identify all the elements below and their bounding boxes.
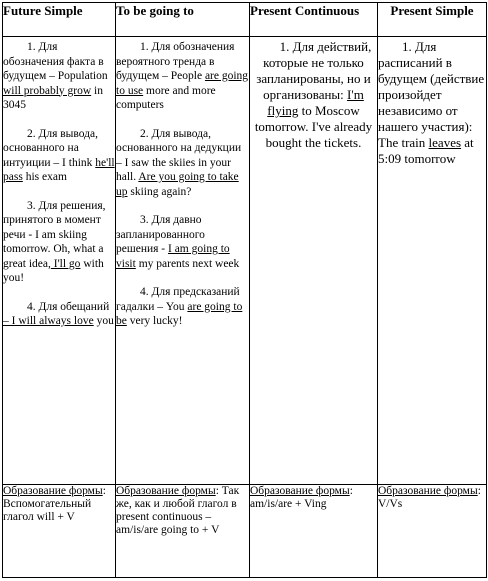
- usage-text: more and more computers: [116, 84, 216, 111]
- formation-text: : Вспомогательный глагол will + V: [3, 485, 106, 523]
- usage-text: his exam: [22, 171, 67, 183]
- usage-text: 3. Для давно запланированного решения -: [116, 214, 205, 255]
- formation-row: [3, 485, 487, 578]
- usage-text: at 5:09 tomorrow: [378, 135, 474, 166]
- usage-text: skiing again?: [127, 185, 192, 198]
- present-continuous-formation: [250, 485, 378, 578]
- usage-paragraph: [116, 213, 249, 271]
- usage-text: my parents next week: [135, 257, 240, 270]
- usage-text: 1. Для расписаний в будущем (действие произойдет независимо от нашего участия): The train: [378, 39, 485, 150]
- header-row: [3, 3, 487, 37]
- example-underlined: – I will always love: [3, 315, 94, 327]
- formation-label: Образование формы: [250, 485, 350, 497]
- usage-paragraph: [250, 39, 377, 151]
- usage-text: 1. Для обозначения вероятного тренда в будущем – People: [116, 41, 235, 82]
- formation-text: : V/Vs: [378, 485, 481, 510]
- usage-text: to Moscow tomorrow. I've already bought the tickets.: [254, 103, 373, 150]
- example-underlined: I am going to visit: [116, 243, 230, 270]
- formation-text: : Так же, как и любой глагол в present continuous – am/is/are going to + V: [116, 485, 240, 536]
- usage-text: very lucky!: [126, 315, 183, 327]
- example-underlined: will probably grow: [3, 84, 92, 97]
- usage-paragraph: [378, 39, 486, 167]
- header-to-be-going-to: To be going to: [116, 3, 250, 37]
- usage-text: 2. Для вывода, основанного на дедукции – I saw the skiies in your hall.: [116, 127, 242, 183]
- tenses-table: [2, 2, 487, 578]
- usage-text: in 3045: [3, 84, 103, 111]
- usage-paragraph: [116, 285, 249, 329]
- header-future-simple: Future Simple: [3, 3, 116, 37]
- present-simple-formation: [378, 485, 487, 578]
- usage-text: 4. Для предсказаний гадалки – You: [116, 286, 240, 313]
- formation-label: Образование формы: [116, 485, 216, 497]
- formation-label: Образование формы: [3, 485, 103, 497]
- present-simple-usages: [378, 37, 487, 485]
- usage-text: 4. Для обещаний: [27, 300, 110, 313]
- example-underlined: I'll go: [50, 257, 81, 270]
- usage-paragraph: [3, 127, 115, 185]
- usage-paragraph: [3, 199, 115, 286]
- usage-row: [3, 37, 487, 485]
- usage-text: 1. Для действий, которые не только запланированы, но и организованы:: [256, 39, 372, 102]
- going-to-formation: [116, 485, 250, 578]
- present-continuous-usages: [250, 37, 378, 485]
- header-present-simple: Present Simple: [378, 3, 487, 37]
- future-simple-formation: [3, 485, 116, 578]
- formation-text: : am/is/are + Ving: [250, 485, 353, 510]
- example-underlined: leaves: [428, 135, 462, 150]
- usage-text: 1. Для обозначения факта в будущем – Population: [3, 41, 108, 82]
- going-to-usages: [116, 37, 250, 485]
- formation-label: Образование формы: [378, 485, 478, 497]
- usage-text: you: [93, 315, 114, 327]
- example-underlined: he'll pass: [3, 156, 115, 183]
- usage-paragraph: [116, 127, 249, 200]
- header-present-continuous: Present Continuous: [250, 3, 378, 37]
- usage-text: 3. Для решения, принятого в момент речи - I am skiing tomorrow. Oh, what a great idea,: [3, 199, 106, 270]
- usage-paragraph: [3, 40, 115, 113]
- usage-paragraph: [3, 300, 115, 329]
- usage-text: with you!: [3, 257, 104, 284]
- future-simple-usages: [3, 37, 116, 485]
- example-underlined: Are you going to take up: [116, 171, 239, 198]
- example-underlined: I'm flying: [267, 87, 364, 118]
- usage-paragraph: [116, 40, 249, 113]
- example-underlined: are going to be: [116, 300, 243, 327]
- example-underlined: are going to use: [116, 70, 249, 97]
- usage-text: 2. Для вывода, основанного на интуиции – I think: [3, 127, 99, 169]
